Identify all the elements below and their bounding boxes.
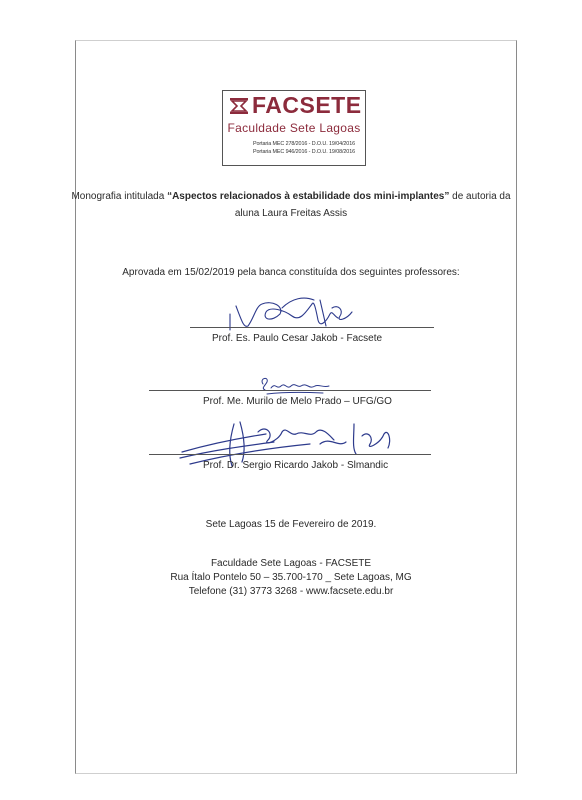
monografia-title: “Aspectos relacionados à estabilidade dos mini-implantes”	[167, 191, 450, 202]
examiner-3: Prof. Dr. Sergio Ricardo Jakob - Slmandic	[203, 460, 389, 471]
footer-address: Rua Ítalo Pontelo 50 – 35.700-170 _ Sete Lagoas, MG	[170, 572, 412, 583]
logo-subtitle: Faculdade Sete Lagoas	[227, 121, 361, 135]
examiner-1: Prof. Es. Paulo Cesar Jakob - Facsete	[212, 333, 383, 344]
approval-line: Aprovada em 15/02/2019 pela banca constituída dos seguintes professores:	[122, 267, 460, 278]
monografia-line	[0, 191, 582, 202]
portaria-line-1: Portaria MEC 278/2016 - D.O.U. 19/04/2016	[253, 141, 355, 147]
author-line: aluna Laura Freitas Assis	[234, 208, 348, 219]
monografia-prefix: Monografia intitulada	[71, 191, 168, 202]
footer-institution: Faculdade Sete Lagoas - FACSETE	[210, 558, 372, 569]
facsete-emblem-icon	[229, 96, 249, 116]
signature-line-3	[149, 454, 431, 455]
date-line: Sete Lagoas 15 de Fevereiro de 2019.	[205, 519, 377, 530]
logo-name: FACSETE	[252, 92, 362, 118]
signature-line-2	[149, 390, 431, 391]
signature-1	[222, 292, 362, 336]
monografia-suffix: de autoria da	[449, 191, 511, 202]
footer-phone: Telefone (31) 3773 3268 - www.facsete.edu.br	[188, 586, 394, 597]
portaria-line-2: Portaria MEC 946/2016 - D.O.U. 19/08/2016	[253, 149, 355, 155]
facsete-logo	[222, 90, 366, 166]
signature-line-1	[190, 327, 434, 328]
examiner-2: Prof. Me. Murilo de Melo Prado – UFG/GO	[203, 396, 392, 407]
